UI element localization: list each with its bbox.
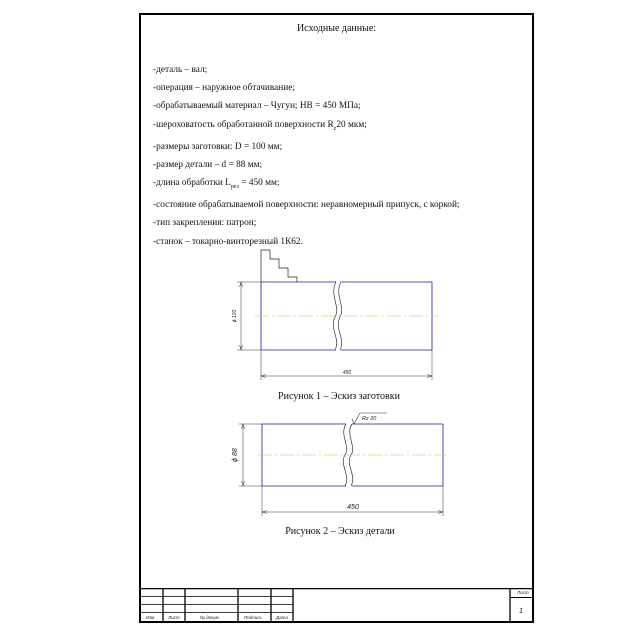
list-item-operation: -операция – наружное обтачивание; (153, 83, 295, 94)
figure1-caption: Рисунок 1 – Эскиз заготовки (278, 391, 400, 402)
roughness-value: 20 мкм; (336, 119, 367, 130)
list-item-blank-size: -размеры заготовки: D = 100 мм; (153, 141, 283, 152)
roughness-label: Rz 20 (362, 416, 377, 422)
diameter-label-1: ϕ 100 (232, 309, 238, 323)
list-item-material: -обрабатываемый материал – Чугун; HB = 450 МПа; (153, 101, 361, 112)
list-item-part-size: -размер детали – d = 88 мм; (153, 159, 263, 170)
diameter-label-2: ϕ 88 (232, 448, 239, 462)
length-dimension-2 (262, 486, 443, 516)
document-sheet (139, 13, 534, 623)
length-text: -длина обработки L (153, 178, 231, 189)
length-label-2: 450 (347, 504, 359, 511)
stamp-label-sheet-header: Лист (517, 590, 529, 595)
sheet-number: 1 (519, 608, 523, 615)
figure2-caption: Рисунок 2 – Эскиз детали (285, 526, 395, 537)
stamp-label-date: Дата (276, 615, 288, 620)
roughness-text: -шероховатость обработанной поверхности R (153, 119, 334, 130)
document-title: Исходные данные: (296, 23, 377, 34)
stamp-label-signature: Подпись (244, 615, 262, 620)
length-label-1: 450 (342, 370, 352, 376)
stamp-label-doc-number: № докум. (200, 615, 220, 620)
list-item-machine: -станок – токарно-винторезный 1К62. (153, 236, 303, 247)
length-subscript: рез (230, 183, 239, 190)
list-item-surface-state: -состояние обрабатываемой поверхности: неравномерный припуск, с коркой; (153, 200, 460, 211)
stamp-label-sheet: Лист (168, 615, 180, 620)
list-item-clamping: -тип закрепления: патрон; (153, 218, 257, 229)
roughness-subscript: z (333, 125, 337, 132)
length-value: = 450 мм; (238, 178, 280, 189)
stamp-label-change: Изм (146, 615, 155, 620)
list-item-part: -деталь – вал; (153, 65, 208, 75)
